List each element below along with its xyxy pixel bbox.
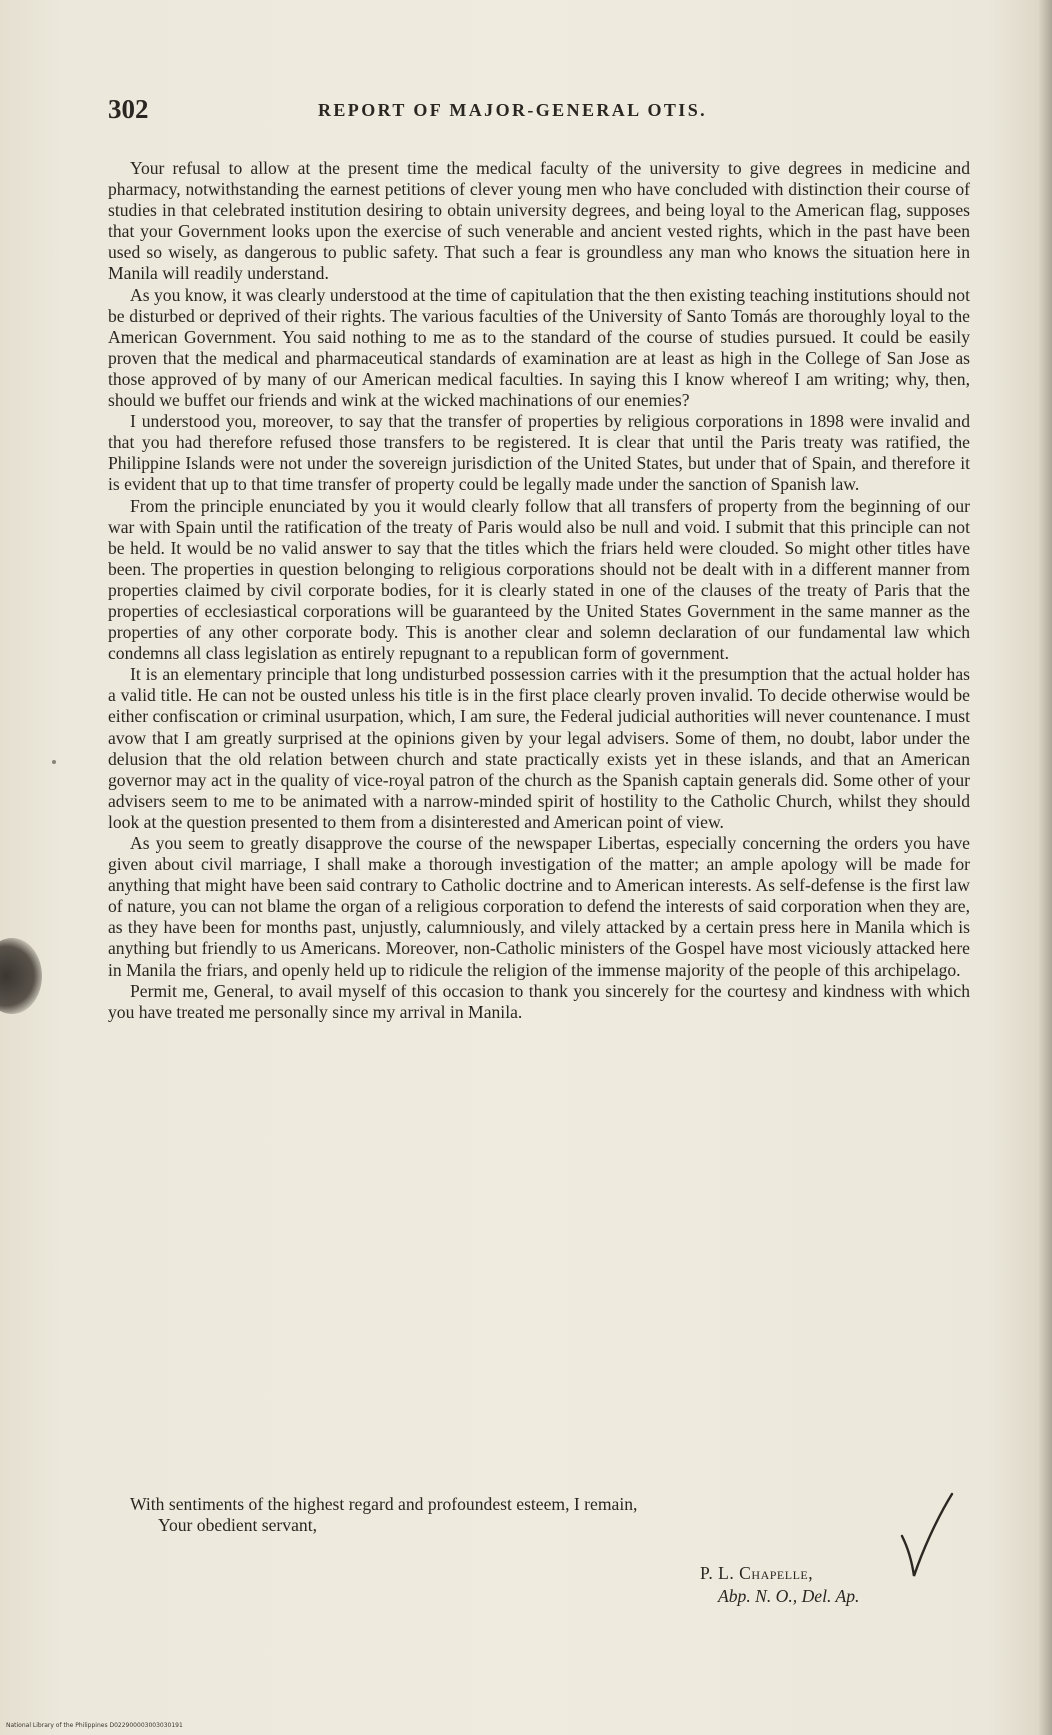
scan-shadow: [0, 938, 42, 1014]
page-edge-shadow: [1038, 0, 1052, 1735]
paragraph: As you seem to greatly disapprove the course of the newspaper Libertas, especially concerning the orders you have given about civil marriage, I shall make a thorough investigation of the matter; an ample apology will be made for anything that might have been said contrary to Catholic doctrine and to American interests. As self-defense is the first law of nature, you can not blame the organ of a religious corporation to defend the interests of said corporation when they are, as they have been for months past, unjustly, calumniously, and vilely attacked by a certain press here in Manila which is anything but friendly to us Americans. Moreover, non-Catholic ministers of the Gospel have most viciously attacked here in Manila the friars, and openly held up to ridicule the religion of the immense majority of the people of this archipelago.: [108, 833, 970, 980]
scan-speck: [52, 760, 56, 764]
signature-block: [700, 1562, 859, 1608]
scan-footer: National Library of the Philippines D022900003003030191: [6, 1722, 183, 1729]
closing-valediction: Your obedient servant,: [158, 1515, 317, 1535]
letter-closing: [108, 1494, 970, 1536]
paragraph: Your refusal to allow at the present time the medical faculty of the university to give degrees in medicine and pharmacy, notwithstanding the earnest petitions of clever young men who have concluded with distinction their course of studies in that celebrated institution desiring to obtain university degrees, and being loyal to the American flag, supposes that your Government looks upon the exercise of such venerable and ancient vested rights, which in the past have been used so wisely, as dangerous to public safety. That such a fear is groundless any man who knows the situation here in Manila will readily understand.: [108, 158, 970, 284]
paragraph: It is an elementary principle that long undisturbed possession carries with it the presumption that the actual holder has a valid title. He can not be ousted unless his title is in the first place clearly proven invalid. To decide otherwise would be either confiscation or criminal usurpation, which, I am sure, the Federal judicial authorities will never countenance. I must avow that I am greatly surprised at the opinions given by your legal advisers. Some of them, no doubt, labor under the delusion that the old relation between church and state practically exists yet in these islands, and that an American governor may act in the quality of vice-royal patron of the church as the Spanish captain generals did. Some other of your advisers seem to me to be animated with a narrow-minded spirit of hostility to the Catholic Church, whilst they should look at the question presented to them from a disinterested and American point of view.: [108, 664, 970, 832]
paragraph: As you know, it was clearly understood at the time of capitulation that the then existing teaching institutions should not be disturbed or deprived of their rights. The various faculties of the University of Santo Tomás are thoroughly loyal to the American Government. You said nothing to me as to the standard of the course of studies pursued. It could be easily proven that the medical and pharmaceutical standards of examination are at least as high in the College of San Jose as those approved of by many of our American medical faculties. In saying this I know whereof I am writing; why, then, should we buffet our friends and wink at the wicked machinations of our enemies?: [108, 284, 970, 411]
page-number: 302: [108, 94, 149, 124]
signatory-title: Abp. N. O., Del. Ap.: [718, 1586, 860, 1606]
closing-salutation: With sentiments of the highest regard and profoundest esteem, I remain,: [130, 1494, 638, 1514]
paragraph: I understood you, moreover, to say that the transfer of properties by religious corporations in 1898 were invalid and that you had therefore refused those transfers to be registered. It is clear that until the Paris treaty was ratified, the Philippine Islands were not under the sovereign jurisdiction of the United States, but under that of Spain, and therefore it is evident that up to that time transfer of property could be legally made under the sanction of Spanish law.: [108, 411, 970, 495]
pen-check-mark: [898, 1490, 954, 1580]
paragraph: Permit me, General, to avail myself of this occasion to thank you sincerely for the courtesy and kindness with which you have treated me personally since my arrival in Manila.: [108, 980, 970, 1022]
paragraph: From the principle enunciated by you it would clearly follow that all transfers of property from the beginning of our war with Spain until the ratification of the treaty of Paris would also be null and void. I submit that this principle can not be held. It would be no valid answer to say that the titles which the friars held were clouded. So might other titles have been. The properties in question belonging to religious corporations should not be dealt with in a different manner from properties claimed by civil corporate bodies, for it is clearly stated in one of the clauses of the treaty of Paris that the properties of ecclesiastical corporations will be guaranteed by the United States Government in the same manner as the properties of any other corporate body. This is another clear and solemn declaration of our fundamental law which condemns all class legislation as entirely repugnant to a republican form of government.: [108, 495, 970, 664]
signatory-name: P. L. Chapelle,: [700, 1563, 814, 1583]
running-head: REPORT OF MAJOR-GENERAL OTIS.: [318, 100, 708, 120]
page-header: [108, 94, 968, 134]
letter-body: [108, 158, 970, 1023]
